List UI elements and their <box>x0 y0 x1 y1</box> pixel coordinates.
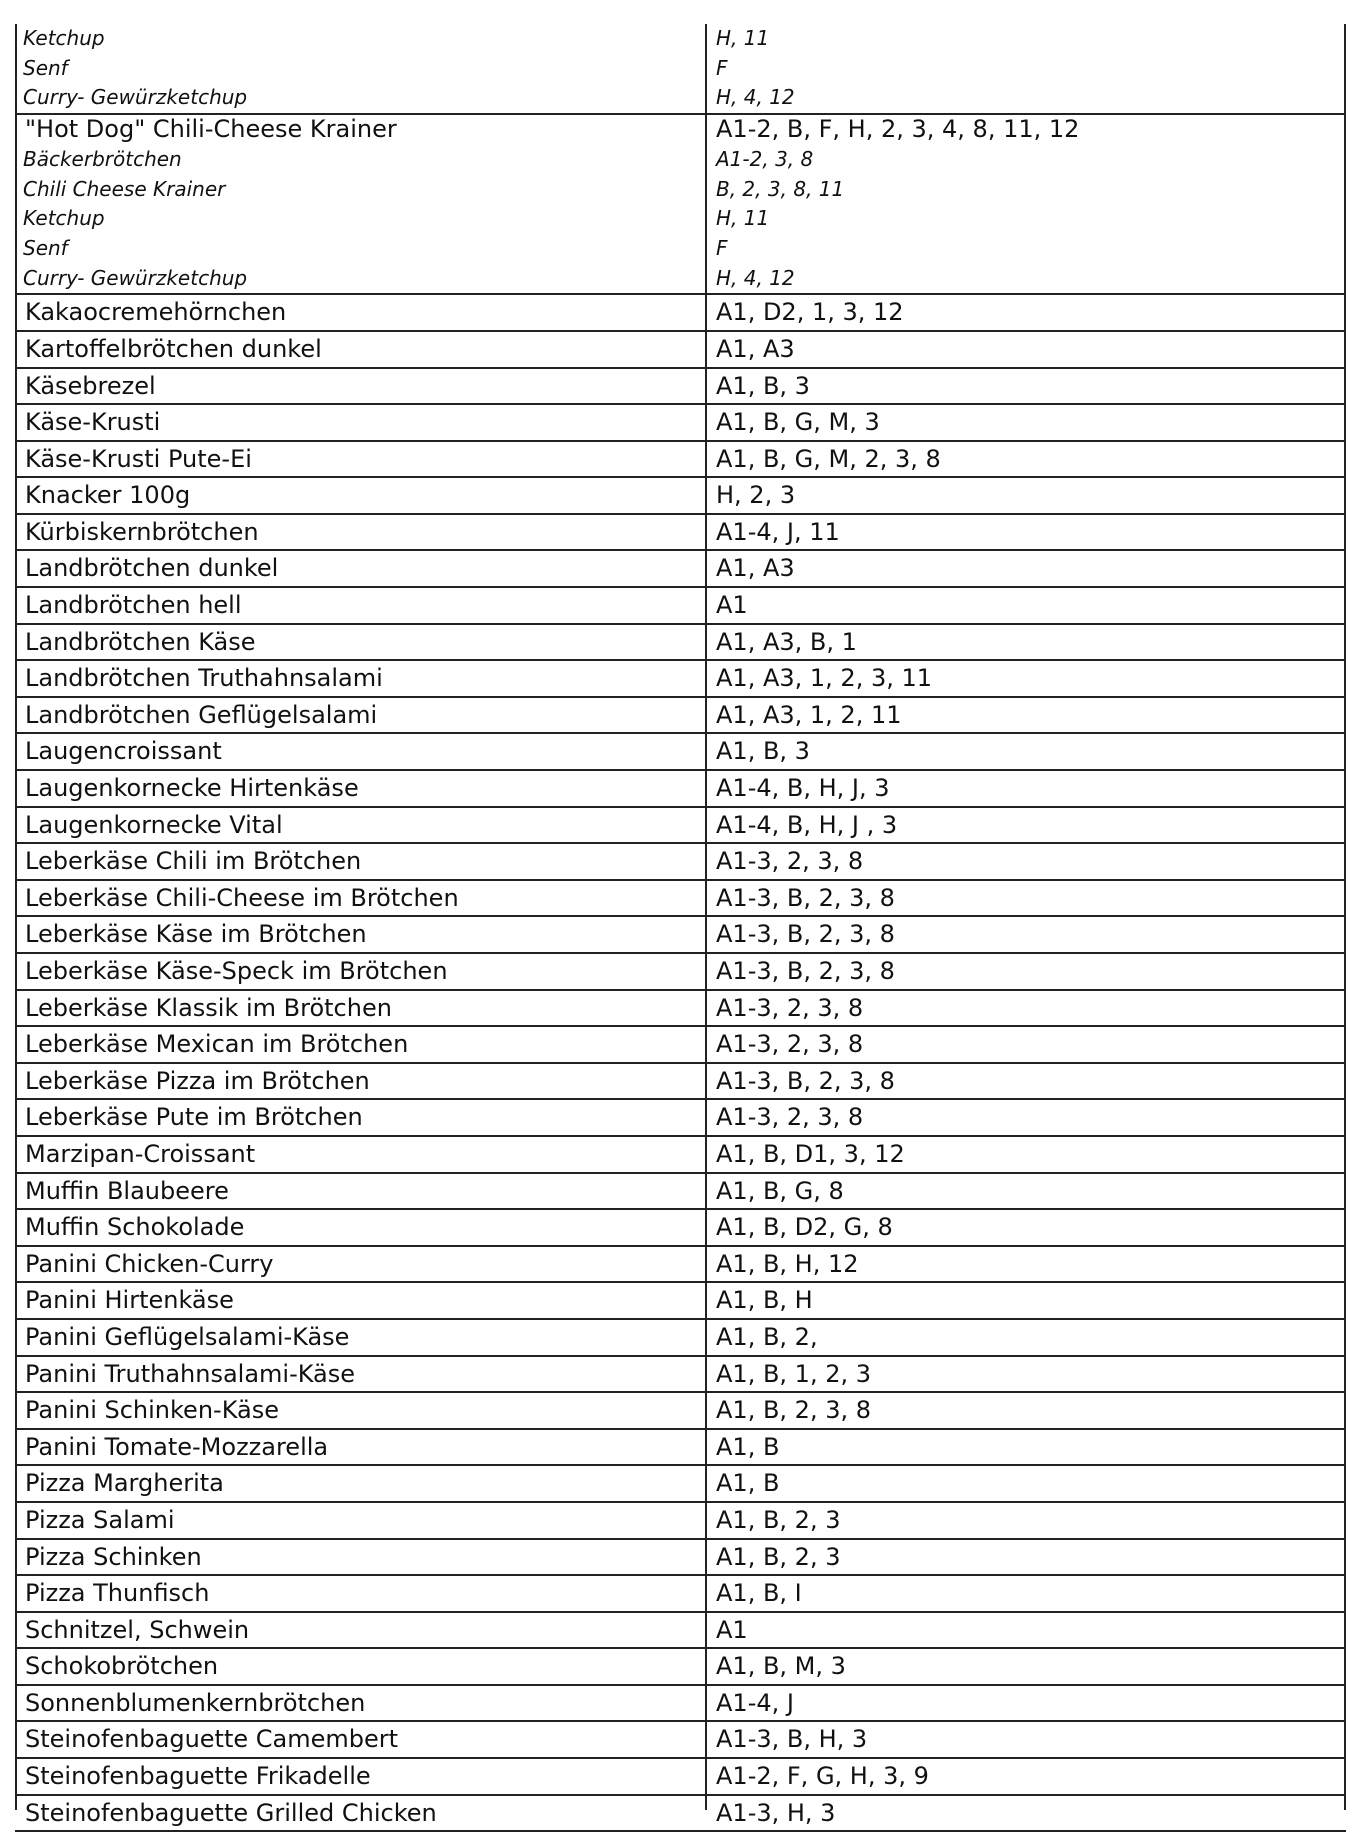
allergen-codes: A1-2, 3, 8 <box>716 146 814 171</box>
product-name: Panini Truthahnsalami-Käse <box>15 1356 706 1393</box>
product-name: Käse-Krusti Pute-Ei <box>15 441 706 478</box>
product-name: Panini Tomate-Mozzarella <box>15 1429 706 1466</box>
allergen-codes: A1, B, M, 3 <box>706 1648 1346 1685</box>
product-name: "Hot Dog" Chili-Cheese Krainer <box>15 114 706 145</box>
product-name: Muffin Blaubeere <box>15 1173 706 1210</box>
product-name: Leberkäse Chili im Brötchen <box>15 843 706 880</box>
product-row <box>15 916 1346 953</box>
allergen-codes: A1-2, F, G, H, 3, 9 <box>706 1758 1346 1795</box>
ingredient-row <box>15 264 1346 295</box>
product-row <box>15 587 1346 624</box>
allergen-codes: A1-3, 2, 3, 8 <box>706 1026 1346 1063</box>
allergen-codes: A1, B <box>706 1429 1346 1466</box>
right-border <box>1344 24 1346 1810</box>
product-name: Laugencroissant <box>15 733 706 770</box>
product-row <box>15 1685 1346 1722</box>
product-row <box>15 990 1346 1027</box>
product-name: Pizza Margherita <box>15 1465 706 1502</box>
product-row <box>15 514 1346 551</box>
product-name: Käsebrezel <box>15 368 706 405</box>
product-row <box>15 477 1346 514</box>
product-row <box>15 1648 1346 1685</box>
product-name: Landbrötchen Käse <box>15 624 706 661</box>
left-border <box>15 24 17 1810</box>
ingredient-name: Senf <box>23 55 68 80</box>
allergen-table-body <box>15 24 1346 1831</box>
product-row <box>15 880 1346 917</box>
product-row <box>15 1099 1346 1136</box>
product-name: Kürbiskernbrötchen <box>15 514 706 551</box>
allergen-codes: A1 <box>706 1612 1346 1649</box>
product-name: Leberkäse Chili-Cheese im Brötchen <box>15 880 706 917</box>
allergen-codes: A1-4, B, H, J, 3 <box>706 770 1346 807</box>
product-name: Pizza Salami <box>15 1502 706 1539</box>
product-name: Leberkäse Käse-Speck im Brötchen <box>15 953 706 990</box>
column-divider <box>705 24 707 1810</box>
ingredient-name: Chili Cheese Krainer <box>23 176 226 201</box>
product-name: Landbrötchen dunkel <box>15 550 706 587</box>
ingredient-name: Senf <box>23 235 68 260</box>
product-row <box>15 733 1346 770</box>
product-row <box>15 953 1346 990</box>
product-row <box>15 1246 1346 1283</box>
allergen-codes: A1, B <box>706 1465 1346 1502</box>
allergen-codes: A1, B, 1, 2, 3 <box>706 1356 1346 1393</box>
product-row <box>15 331 1346 368</box>
product-row <box>15 1502 1346 1539</box>
product-row <box>15 404 1346 441</box>
allergen-codes: A1, B, 2, 3 <box>706 1539 1346 1576</box>
allergen-codes: A1, A3, B, 1 <box>706 624 1346 661</box>
allergen-codes: A1-3, 2, 3, 8 <box>706 990 1346 1027</box>
allergen-codes: A1, A3 <box>706 331 1346 368</box>
product-name: Leberkäse Klassik im Brötchen <box>15 990 706 1027</box>
allergen-codes: A1, B, D1, 3, 12 <box>706 1136 1346 1173</box>
allergen-codes: A1-4, J <box>706 1685 1346 1722</box>
ingredient-name: Bäckerbrötchen <box>23 146 182 171</box>
product-row <box>15 1539 1346 1576</box>
allergen-codes: B, 2, 3, 8, 11 <box>716 176 845 201</box>
product-row <box>15 624 1346 661</box>
product-row <box>15 1136 1346 1173</box>
product-row <box>15 1319 1346 1356</box>
allergen-codes: A1, D2, 1, 3, 12 <box>706 294 1346 331</box>
allergen-codes: A1-2, B, F, H, 2, 3, 4, 8, 11, 12 <box>706 114 1346 145</box>
product-row <box>15 114 1346 145</box>
allergen-codes: A1-3, 2, 3, 8 <box>706 1099 1346 1136</box>
allergen-codes: A1-3, B, 2, 3, 8 <box>706 953 1346 990</box>
product-row <box>15 368 1346 405</box>
ingredient-name: Ketchup <box>23 206 105 231</box>
allergen-codes: A1, B, 2, 3, 8 <box>706 1392 1346 1429</box>
product-name: Steinofenbaguette Camembert <box>15 1721 706 1758</box>
product-name: Knacker 100g <box>15 477 706 514</box>
product-row <box>15 294 1346 331</box>
allergen-codes: A1, B, 3 <box>706 733 1346 770</box>
ingredient-row <box>15 234 1346 264</box>
ingredient-row <box>15 145 1346 175</box>
product-name: Muffin Schokolade <box>15 1209 706 1246</box>
allergen-codes: A1, B, 2, <box>706 1319 1346 1356</box>
product-name: Panini Schinken-Käse <box>15 1392 706 1429</box>
allergen-codes: A1, B, H, 12 <box>706 1246 1346 1283</box>
product-row <box>15 843 1346 880</box>
product-name: Leberkäse Mexican im Brötchen <box>15 1026 706 1063</box>
product-row <box>15 1429 1346 1466</box>
product-name: Landbrötchen hell <box>15 587 706 624</box>
product-name: Leberkäse Pute im Brötchen <box>15 1099 706 1136</box>
product-name: Pizza Schinken <box>15 1539 706 1576</box>
allergen-codes: A1, B, H <box>706 1282 1346 1319</box>
product-name: Steinofenbaguette Frikadelle <box>15 1758 706 1795</box>
product-row <box>15 1758 1346 1795</box>
product-row <box>15 1575 1346 1612</box>
allergen-codes: A1, B, G, M, 3 <box>706 404 1346 441</box>
allergen-codes: A1-3, B, 2, 3, 8 <box>706 880 1346 917</box>
product-name: Schnitzel, Schwein <box>15 1612 706 1649</box>
ingredient-name: Curry- Gewürzketchup <box>23 85 248 110</box>
product-name: Panini Chicken-Curry <box>15 1246 706 1283</box>
allergen-codes: A1, A3, 1, 2, 11 <box>706 697 1346 734</box>
product-row <box>15 807 1346 844</box>
ingredient-name: Ketchup <box>23 26 105 50</box>
ingredient-row <box>15 83 1346 114</box>
allergen-sheet <box>15 24 1346 1827</box>
product-name: Steinofenbaguette Grilled Chicken <box>15 1795 706 1832</box>
allergen-codes: A1-4, B, H, J , 3 <box>706 807 1346 844</box>
ingredient-name: Curry- Gewürzketchup <box>23 265 248 290</box>
allergen-codes: F <box>716 235 728 260</box>
product-row <box>15 1612 1346 1649</box>
product-name: Kartoffelbrötchen dunkel <box>15 331 706 368</box>
product-row <box>15 441 1346 478</box>
allergen-table <box>15 24 1346 1832</box>
product-row <box>15 697 1346 734</box>
product-row <box>15 1282 1346 1319</box>
allergen-codes: A1, B, 2, 3 <box>706 1502 1346 1539</box>
allergen-codes: A1-4, J, 11 <box>706 514 1346 551</box>
product-row <box>15 1721 1346 1758</box>
product-name: Leberkäse Pizza im Brötchen <box>15 1063 706 1100</box>
product-name: Landbrötchen Geflügelsalami <box>15 697 706 734</box>
product-name: Laugenkornecke Vital <box>15 807 706 844</box>
allergen-codes: A1, A3 <box>706 550 1346 587</box>
allergen-codes: A1-3, B, H, 3 <box>706 1721 1346 1758</box>
allergen-codes: H, 4, 12 <box>716 85 795 110</box>
product-name: Sonnenblumenkernbrötchen <box>15 1685 706 1722</box>
allergen-codes: A1-3, B, 2, 3, 8 <box>706 1063 1346 1100</box>
allergen-codes: A1, B, I <box>706 1575 1346 1612</box>
product-name: Schokobrötchen <box>15 1648 706 1685</box>
ingredient-row <box>15 204 1346 234</box>
product-name: Kakaocremehörnchen <box>15 294 706 331</box>
allergen-codes: A1-3, B, 2, 3, 8 <box>706 916 1346 953</box>
allergen-codes: A1, B, 3 <box>706 368 1346 405</box>
product-name: Pizza Thunfisch <box>15 1575 706 1612</box>
allergen-codes: A1-3, H, 3 <box>706 1795 1346 1832</box>
product-row <box>15 1173 1346 1210</box>
product-row <box>15 1209 1346 1246</box>
product-name: Panini Geflügelsalami-Käse <box>15 1319 706 1356</box>
product-name: Leberkäse Käse im Brötchen <box>15 916 706 953</box>
product-row <box>15 1063 1346 1100</box>
product-row <box>15 1465 1346 1502</box>
product-row <box>15 1392 1346 1429</box>
allergen-codes: H, 2, 3 <box>706 477 1346 514</box>
allergen-codes: A1-3, 2, 3, 8 <box>706 843 1346 880</box>
product-name: Panini Hirtenkäse <box>15 1282 706 1319</box>
product-row <box>15 660 1346 697</box>
allergen-codes: A1 <box>706 587 1346 624</box>
product-name: Landbrötchen Truthahnsalami <box>15 660 706 697</box>
allergen-codes: A1, A3, 1, 2, 3, 11 <box>706 660 1346 697</box>
product-row <box>15 550 1346 587</box>
product-row <box>15 1026 1346 1063</box>
allergen-codes: A1, B, G, M, 2, 3, 8 <box>706 441 1346 478</box>
product-row <box>15 1356 1346 1393</box>
ingredient-row <box>15 54 1346 84</box>
product-name: Käse-Krusti <box>15 404 706 441</box>
product-row <box>15 770 1346 807</box>
allergen-codes: A1, B, G, 8 <box>706 1173 1346 1210</box>
product-row <box>15 1795 1346 1832</box>
ingredient-row <box>15 175 1346 205</box>
product-name: Marzipan-Croissant <box>15 1136 706 1173</box>
allergen-codes: A1, B, D2, G, 8 <box>706 1209 1346 1246</box>
allergen-codes: H, 11 <box>716 206 770 231</box>
allergen-codes: F <box>716 55 728 80</box>
ingredient-row <box>15 24 1346 54</box>
product-name: Laugenkornecke Hirtenkäse <box>15 770 706 807</box>
allergen-codes: H, 4, 12 <box>716 265 795 290</box>
allergen-codes: H, 11 <box>716 26 770 50</box>
